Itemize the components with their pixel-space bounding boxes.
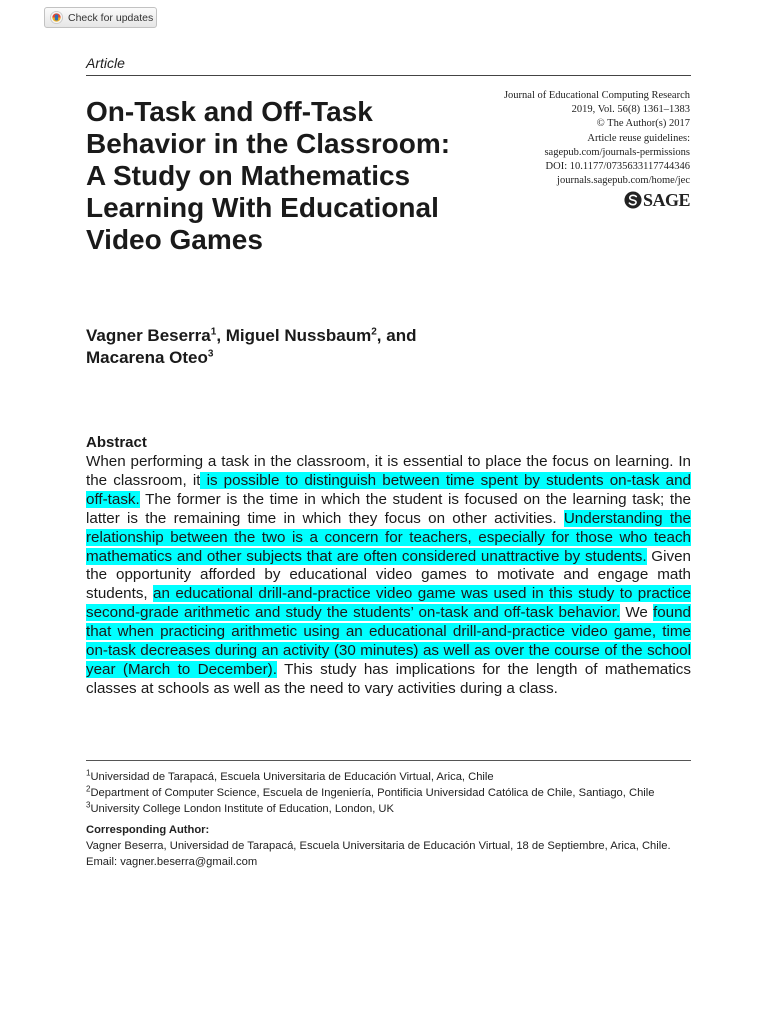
abstract-text: When performing a task in the classroom, it is essential to place the focus on learning. In the classroom, it [86,453,691,489]
abstract-text: This study has implications for the length of mathematics classes at schools as well as the need to vary activities during a class. [86,660,691,697]
author-name: Vagner Beserra [86,326,211,345]
affiliation-3 [86,801,691,817]
article-type-label: Article [86,55,125,71]
doi: DOI: 10.1177/0735633117744346 [545,161,690,173]
affiliation-marker: 3 [207,348,214,360]
highlighted-text: an educational drill-and-practice video game was used in this study to practice second-grade arithmetic and study the students’ on-task and off-task behavior. [86,585,691,622]
reuse-label: Article reuse guidelines: [587,132,690,144]
footnote-rule [86,760,691,761]
abstract-text: We [620,604,653,622]
corresponding-author-email: Email: vagner.beserra@gmail.com [86,856,258,868]
reuse-url: sagepub.com/journals-permissions [544,146,690,158]
highlighted-text: is possible to distinguish between time spent by students on-task and off-task. [86,471,691,508]
affiliation-text: University College London Institute of Education, London, UK [90,803,394,815]
article-title: On-Task and Off-Task Behavior in the Classroom: A Study on Mathematics Learning With Educational Video Games [86,96,451,255]
sage-logo-text: SAGE [642,190,690,211]
abstract-text: Given the opportunity afforded by educational video games to motivate and engage math students, [86,547,691,603]
abstract-heading: Abstract [86,434,147,451]
journal-homepage: journals.sagepub.com/home/jec [557,175,690,187]
journal-metadata [490,89,690,209]
abstract-text: The former is the time in which the student is focused on the learning task; the latter is the remaining time in which they focus on other activities. [86,490,691,527]
author-name: Miguel Nussbaum [225,326,372,345]
author-connector: , and [376,326,417,345]
affiliation-marker: 1 [210,326,217,338]
affiliation-text: Universidad de Tarapacá, Escuela Universitaria de Educación Virtual, Arica, Chile [90,771,494,783]
journal-name: Journal of Educational Computing Research [503,90,690,101]
highlighted-text: Understanding the relationship between the two is a concern for teachers, especially for those who teach mathematics and other subjects that are often considered unattractive by students. [86,509,691,565]
footnotes [86,769,691,870]
affiliation-number: 3 [86,800,91,810]
highlighted-text: found that when practicing arithmetic using an educational drill-and-practice video game, time on-task decreases during an activity (30 minutes) as well as over the course of the school year (March to December). [86,604,691,678]
crossmark-icon [50,11,63,24]
sage-logo-icon [624,191,642,209]
abstract-body [86,453,691,699]
check-for-updates-button[interactable] [44,7,157,28]
affiliation-1 [86,769,691,785]
affiliation-number: 2 [86,784,91,794]
publisher-logo [490,191,690,209]
corresponding-author-heading: Corresponding Author: [86,824,210,836]
author-name: Macarena Oteo [86,348,208,367]
author-list: Vagner Beserra$^1$, Miguel Nussbaum$^2$, and Macarena Oteo$^3$ [86,326,417,367]
journal-volume: 2019, Vol. 56(8) 1361–1383 [571,104,690,116]
affiliation-number: 1 [86,768,91,778]
copyright-line: © The Author(s) 2017 [596,118,690,130]
check-for-updates-label: Check for updates [68,11,154,24]
affiliation-2 [86,785,691,801]
affiliation-marker: 2 [371,326,377,338]
affiliation-text: Department of Computer Science, Escuela de Ingeniería, Pontificia Universidad Católica de Chile, Santiago, Chile [90,787,655,799]
corresponding-author-address: Vagner Beserra, Universidad de Tarapacá, Escuela Universitaria de Educación Virtual, 18 de Septiembre, Arica, Chile. [86,840,671,852]
header-rule [86,75,691,76]
